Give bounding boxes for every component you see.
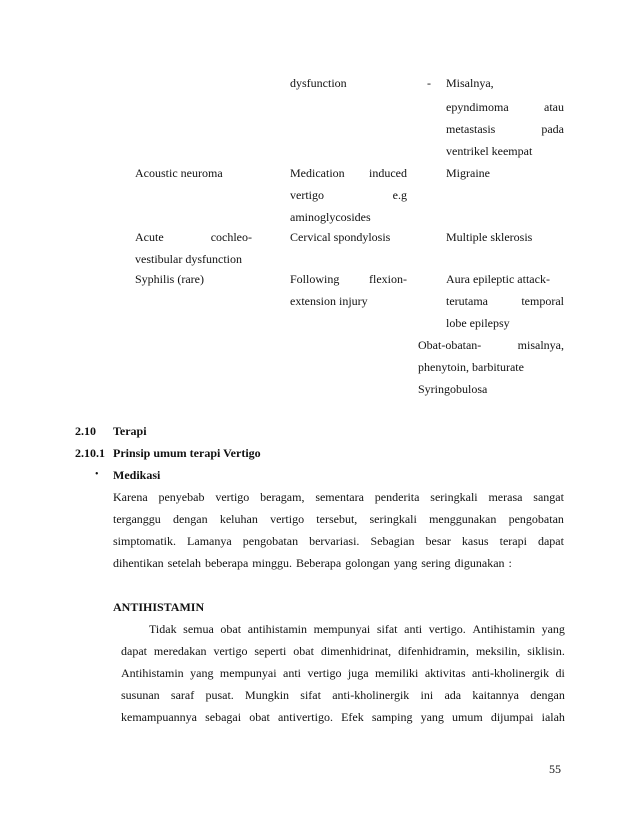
bullet-icon: • [95, 469, 99, 480]
table-cell-r1-c2: dysfunction [290, 76, 347, 90]
paragraph1-line4: dihentikan setelah beberapa minggu. Beberapa golongan yang sering digunakan : [113, 556, 512, 570]
table-cell-r4-c3-line2: terutama temporal [446, 294, 564, 308]
table-cell-r3-c1-line2: vestibular dysfunction [135, 252, 242, 266]
table-cell-r1-c3-line2: epyndimoma atau [446, 100, 564, 114]
table-cell-r1-c3-line1: Misalnya, [446, 76, 494, 90]
paragraph1-line2: terganggu dengan keluhan vertigo tersebut, seringkali menggunakan pengobatan [113, 512, 564, 526]
table-extra-line3: Syringobulosa [418, 382, 488, 396]
section-number: 2.10 [75, 424, 96, 438]
page-number: 55 [549, 762, 561, 776]
antihistamin-heading: ANTIHISTAMIN [113, 600, 205, 614]
table-cell-r1-c3-line3: metastasis pada [446, 122, 564, 136]
table-cell-r3-c2: Cervical spondylosis [290, 230, 391, 244]
subsection-title: Prinsip umum terapi Vertigo [113, 446, 261, 460]
subsection-number: 2.10.1 [75, 446, 105, 460]
table-cell-r3-c3: Multiple sklerosis [446, 230, 533, 244]
paragraph2-line1: Tidak semua obat antihistamin mempunyai sifat anti vertigo. Antihistamin yang [149, 622, 565, 636]
table-cell-r4-c2-line1: Following flexion- [290, 272, 407, 286]
section-title: Terapi [113, 424, 147, 438]
table-cell-r4-c1: Syphilis (rare) [135, 272, 204, 286]
table-cell-r4-c3-line1: Aura epileptic attack- [446, 272, 550, 286]
table-extra-line1: Obat-obatan- misalnya, [418, 338, 564, 352]
table-cell-r2-c3: Migraine [446, 166, 490, 180]
bullet-label: Medikasi [113, 468, 161, 482]
table-extra-line2: phenytoin, barbiturate [418, 360, 524, 374]
table-cell-r4-c3-line3: lobe epilepsy [446, 316, 510, 330]
table-cell-r1-dash: - [427, 76, 431, 90]
paragraph2-line5: kemampuannya sebagai obat antivertigo. Efek samping yang umum dijumpai ialah [121, 710, 565, 724]
paragraph1-line1: Karena penyebab vertigo beragam, sementara penderita seringkali merasa sangat [113, 490, 564, 504]
table-cell-r4-c2-line2: extension injury [290, 294, 368, 308]
table-cell-r1-c3-line4: ventrikel keempat [446, 144, 533, 158]
table-cell-r2-c2-line2: vertigo e.g [290, 188, 407, 202]
paragraph2-line3: Antihistamin yang mempunyai anti vertigo juga memiliki aktivitas anti-kholinergik di [121, 666, 565, 680]
paragraph2-line4: susunan saraf pusat. Mungkin sifat anti-kholinergik ini ada kaitannya dengan [121, 688, 565, 702]
table-cell-r2-c1: Acoustic neuroma [135, 166, 223, 180]
table-cell-r2-c2-line1: Medication induced [290, 166, 407, 180]
paragraph1-line3: simptomatik. Lamanya pengobatan bervariasi. Sebagian besar kasus terapi dapat [113, 534, 564, 548]
table-cell-r2-c2-line3: aminoglycosides [290, 210, 371, 224]
table-cell-r3-c1-line1: Acute cochleo- [135, 230, 252, 244]
paragraph2-line2: dapat meredakan vertigo seperti obat dimenhidrinat, difenhidramin, meksilin, siklisin. [121, 644, 565, 658]
